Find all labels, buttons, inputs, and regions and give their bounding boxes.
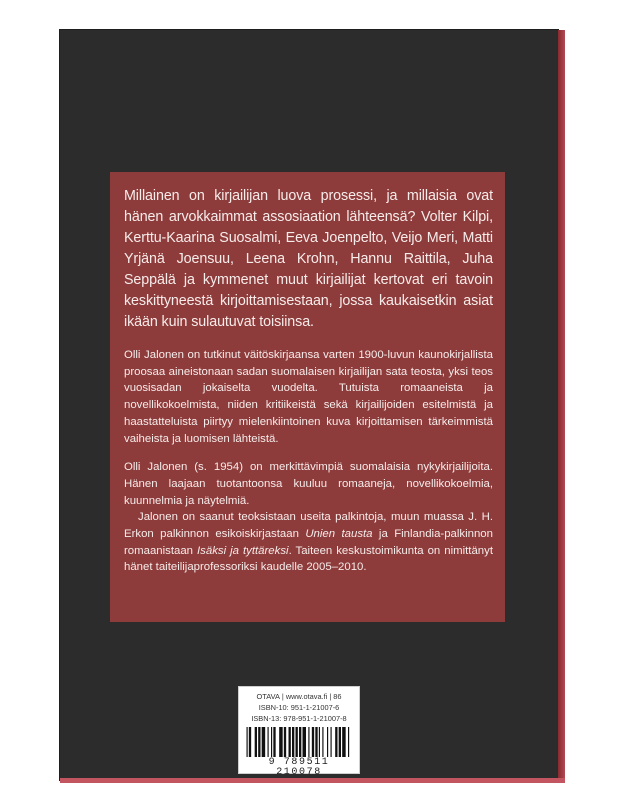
isbn-box — [238, 686, 360, 778]
isbn13-line: ISBN-13: 978-951-1-21007-8 — [251, 714, 347, 723]
barcode-bar — [327, 727, 328, 757]
author-bio-paragraph: Olli Jalonen (s. 1954) on merkittävimpiä suomalaisia nykykirjailijoita. Hänen laajaan tuotantoonsa kuuluu romaaneja, novellikokoelmia, kuunnelmia ja näytelmiä. — [124, 461, 493, 507]
barcode-bar — [296, 727, 298, 757]
barcode-bar — [312, 727, 314, 757]
book-title-unien-tausta: Unien tausta — [305, 528, 373, 541]
cover-bottom-edge — [60, 778, 565, 783]
barcode-icon — [243, 727, 355, 757]
barcode-bar — [315, 727, 317, 757]
barcode-bar — [249, 727, 251, 757]
barcode-bar — [279, 727, 283, 757]
separator: | — [329, 692, 332, 701]
barcode-bar — [319, 727, 320, 757]
barcode-bar — [342, 727, 346, 757]
cover-edge — [558, 30, 565, 780]
barcode-number: 9 789511 210078 — [268, 757, 330, 778]
awards-text-start: Jalonen on saanut teoksistaan useita palkintoja, muun muassa J. H. Erkon palkinnon esikoiskirjastaan — [124, 511, 493, 541]
publisher-name: OTAVA — [256, 692, 280, 701]
author-awards-paragraph — [124, 509, 493, 576]
barcode-bar — [331, 727, 332, 757]
publisher-line — [243, 691, 355, 702]
barcode-bar — [273, 727, 275, 757]
lead-paragraph: Millainen on kirjailijan luova prosessi, ja millaisia ovat hänen arvokkaimmat assosiaation lähteensä? Volter Kilpi, Kerttu-Kaarina Suosalmi, Eeva Joenpelto, Veijo Meri, Matti Yrjänä Joensuu, Leena Krohn, Hannu Raittila, Juha Seppälä ja kymmenet muut kirjailijat kertovat eri tavoin keskittyneestä kirjoittamisestaan, jossa kaukaisetkin asiat ikään kuin sulautuvat toisiinsa. — [124, 188, 493, 330]
book-title-isaksi-ja-tyttareksi: Isäksi ja tyttäreksi — [197, 544, 289, 557]
barcode-bar — [262, 727, 266, 757]
barcode-bar — [289, 727, 291, 757]
barcode-bar — [335, 727, 337, 757]
barcode-bar — [268, 727, 269, 757]
barcode-bar — [339, 727, 341, 757]
barcode-bar — [284, 727, 286, 757]
barcode-bar — [308, 727, 309, 757]
barcode-bar — [255, 727, 257, 757]
description-paragraph: Olli Jalonen on tutkinut väitöskirjaansa varten 1900-luvun kaunokirjallista proosaa aineistonaan sadan suomalaisen kirjailijan sata teosta, yksi teos vuosisadan jokaiselta vuodelta. Tutuista romaaneista ja novellikokoelmista, niiden kritiikeistä sekä kirjailijoiden esitelmistä ja haastatteluista piirtyy mielenkiintoinen kuva kirjoittamisen tärkeimmistä vaiheista ja luomisen lähteistä. — [124, 349, 493, 445]
barcode-bar — [292, 727, 294, 757]
awards-text-end: . Taiteen keskustoimikunta on nimittänyt hänet taiteilijaprofessoriksi kaudelle 2005–2010. — [124, 544, 493, 574]
barcode-bar — [303, 727, 307, 757]
barcode-bar — [271, 727, 272, 757]
blurb-panel — [110, 172, 505, 622]
barcode-bar — [348, 727, 349, 757]
class-number: 86 — [333, 692, 342, 701]
isbn10-line: ISBN-10: 951-1-21007-6 — [258, 703, 340, 712]
separator: | — [281, 692, 284, 701]
barcode-bar — [247, 727, 248, 757]
barcode-bar — [299, 727, 301, 757]
barcode-bar — [322, 727, 323, 757]
publisher-website: www.otava.fi — [285, 692, 328, 701]
barcode-bar — [258, 727, 260, 757]
awards-text-mid: ja Finlandia-palkinnon romaanistaan — [124, 528, 493, 557]
